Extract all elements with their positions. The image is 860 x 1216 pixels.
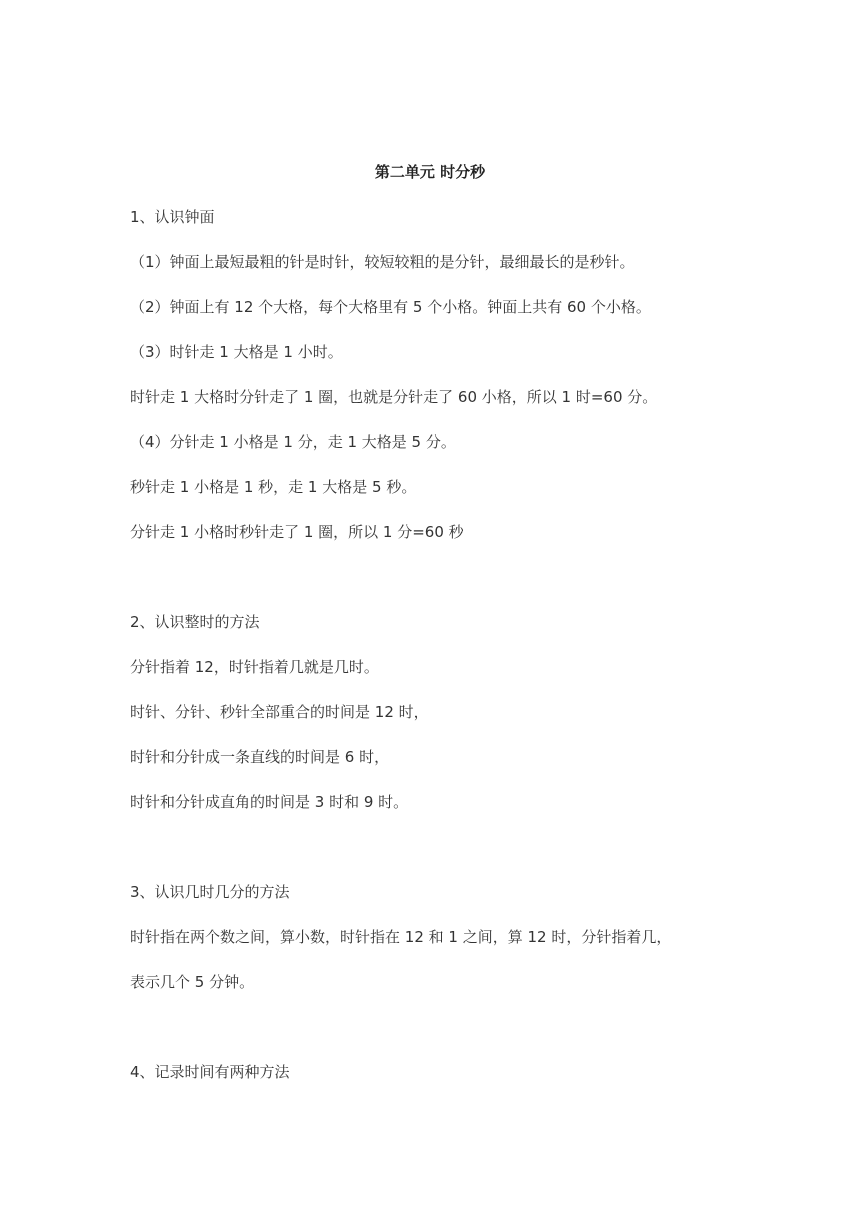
section-2-line-1: 分针指着 12，时针指着几就是几时。 [130,658,379,676]
section-1-line-7: 分针走 1 小格时秒针走了 1 圈，所以 1 分=60 秒 [130,523,464,541]
section-1-line-4: 时针走 1 大格时分针走了 1 圈，也就是分针走了 60 小格，所以 1 时=60 分。 [130,388,658,406]
page-title: 第二单元 时分秒 [374,163,486,181]
section-1-line-5: （4）分针走 1 小格是 1 分，走 1 大格是 5 分。 [130,433,456,451]
section-1-line-1: （1）钟面上最短最粗的针是时针，较短较粗的是分针，最细最长的是秒针。 [130,253,635,271]
section-2-heading: 2、认识整时的方法 [130,613,260,631]
section-1-line-3: （3）时针走 1 大格是 1 小时。 [130,343,343,361]
section-3-line-2: 表示几个 5 分钟。 [130,973,255,991]
section-2-line-2: 时针、分针、秒针全部重合的时间是 12 时， [130,703,429,721]
section-3-line-1: 时针指在两个数之间，算小数，时针指在 12 和 1 之间，算 12 时，分针指着几， [130,928,672,946]
section-1-heading: 1、认识钟面 [130,208,215,226]
section-3-heading: 3、认识几时几分的方法 [130,883,290,901]
section-1-line-6: 秒针走 1 小格是 1 秒，走 1 大格是 5 秒。 [130,478,417,496]
section-2-line-3: 时针和分针成一条直线的时间是 6 时， [130,748,390,766]
section-2-line-4: 时针和分针成直角的时间是 3 时和 9 时。 [130,793,409,811]
section-4-heading: 4、记录时间有两种方法 [130,1063,290,1081]
section-1-line-2: （2）钟面上有 12 个大格，每个大格里有 5 个小格。钟面上共有 60 个小格。 [130,298,651,316]
